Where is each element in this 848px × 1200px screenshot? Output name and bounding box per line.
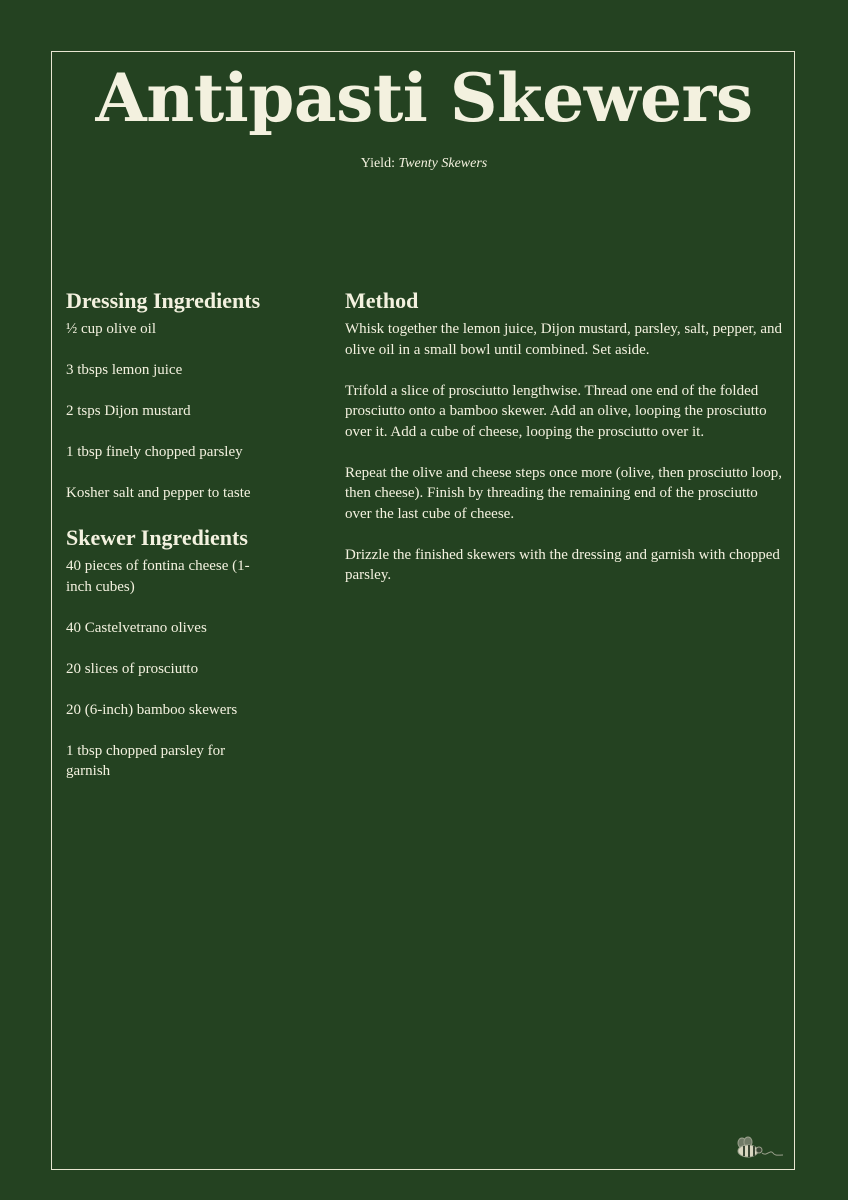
- bee-icon: [733, 1135, 785, 1161]
- skewer-heading: Skewer Ingredients: [66, 525, 248, 550]
- ingredient-item: 1 tbsp finely chopped parsley: [66, 444, 243, 460]
- ingredient-item: 40 pieces of fontina cheese (1-inch cubes): [66, 558, 250, 595]
- ingredient-item: 2 tsps Dijon mustard: [66, 403, 191, 419]
- dressing-ingredient-list: [66, 319, 291, 504]
- method-step: Trifold a slice of prosciutto lengthwise. Thread one end of the folded prosciutto onto a bamboo skewer. Add an olive, looping the prosciutto over it. Add a cube of cheese, looping the prosciutto over it.: [345, 382, 767, 440]
- ingredient-item: 1 tbsp chopped parsley for garnish: [66, 742, 226, 779]
- yield-line: [0, 155, 848, 173]
- ingredient-item: 3 tbsps lemon juice: [66, 362, 183, 378]
- ingredient-item: ½ cup olive oil: [66, 321, 156, 337]
- ingredients-column: [66, 287, 291, 802]
- skewer-section: [66, 524, 291, 782]
- skewer-ingredient-list: [66, 556, 291, 782]
- method-heading: Method: [345, 288, 419, 313]
- yield-value: Twenty Skewers: [398, 156, 488, 171]
- method-column: [345, 287, 785, 606]
- method-step: Repeat the olive and cheese steps once more (olive, then prosciutto loop, then cheese). Finish by threading the remaining end of the prosciutto over the last cube of cheese.: [345, 464, 782, 522]
- recipe-title: Antipasti Skewers: [95, 59, 753, 137]
- yield-label: Yield:: [360, 156, 395, 171]
- ingredient-item: 20 (6-inch) bamboo skewers: [66, 701, 238, 718]
- ingredient-item: 20 slices of prosciutto: [66, 660, 199, 677]
- method-step: Whisk together the lemon juice, Dijon mustard, parsley, salt, pepper, and olive oil in a small bowl until combined. Set aside.: [345, 321, 783, 358]
- ingredient-item: Kosher salt and pepper to taste: [66, 485, 251, 501]
- ingredient-item: 40 Castelvetrano olives: [66, 619, 207, 636]
- dressing-heading: Dressing Ingredients: [66, 288, 261, 313]
- dressing-section: [66, 287, 291, 504]
- method-step: Drizzle the finished skewers with the dressing and garnish with chopped parsley.: [345, 546, 780, 583]
